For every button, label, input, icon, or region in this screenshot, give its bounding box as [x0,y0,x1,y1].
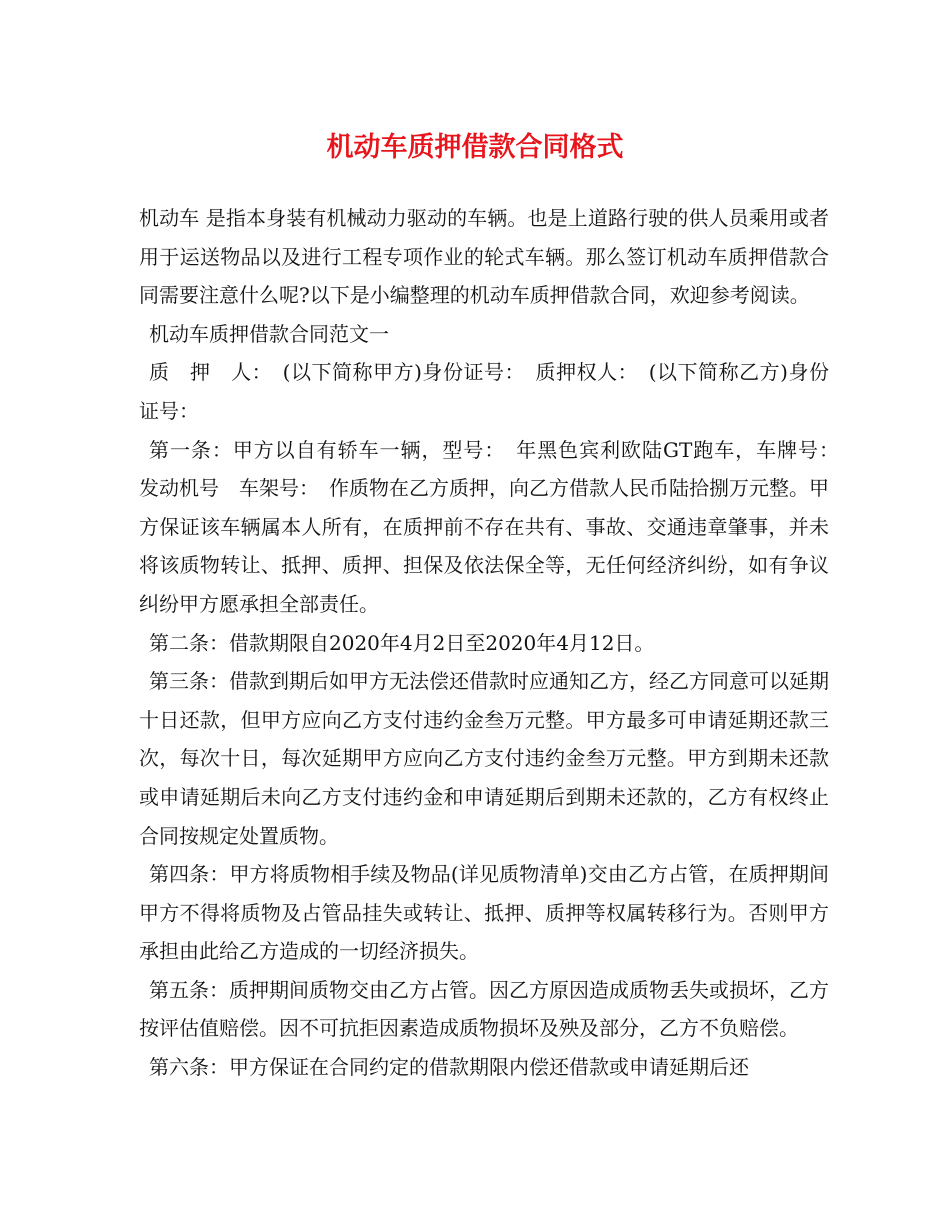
article-4-paragraph: 第四条：甲方将质物相手续及物品(详见质物清单)交由乙方占管，在质押期间甲方不得将质物及占管品挂失或转让、抵押、质押等权属转移行为。否则甲方承担由此给乙方造成的一切经济损失。 [139,862,829,964]
section-heading: 机动车质押借款合同范文一 [149,321,389,346]
document-body [139,199,849,1087]
article-3-paragraph: 第三条：借款到期后如甲方无法偿还借款时应通知乙方，经乙方同意可以延期十日还款，但甲方应向乙方支付违约金叁万元整。甲方最多可申请延期还款三次，每次十日，每次延期甲方应向乙方支付违约金叁万元整。甲方到期未还款或申请延期后未向乙方支付违约金和申请延期后到期未还款的，乙方有权终止合同按规定处置质物。 [139,669,829,848]
article-5-paragraph: 第五条：质押期间质物交由乙方占管。因乙方原因造成质物丢失或损坏，乙方按评估值赔偿。因不可抗拒因素造成质物损坏及殃及部分，乙方不负赔偿。 [139,977,829,1041]
article-2-paragraph: 第二条：借款期限自2020年4月2日至2020年4月12日。 [149,630,655,655]
intro-paragraph: 机动车 是指本身装有机械动力驱动的车辆。也是上道路行驶的供人员乘用或者用于运送物品以及进行工程专项作业的轮式车辆。那么签订机动车质押借款合同需要注意什么呢?以下是小编整理的机动车质押借款合同，欢迎参考阅读。 [139,206,829,308]
article-6-paragraph: 第六条：甲方保证在合同约定的借款期限内偿还借款或申请延期后还 [149,1055,749,1080]
parties-paragraph: 质 押 人： (以下简称甲方)身份证号： 质押权人： (以下简称乙方)身份证号： [139,360,829,423]
article-1-paragraph: 第一条：甲方以自有轿车一辆，型号： 年黑色宾利欧陆GT跑车，车牌号： 发动机号 车架号： 作质物在乙方质押，向乙方借款人民币陆拾捌万元整。甲方保证该车辆属本人所有，在质押前不存在共有、事故、交通违章肇事，并未将该质物转让、抵押、质押、担保及依法保全等，无任何经济纠纷，如有争议纠纷甲方愿承担全部责任。 [139,437,849,616]
document-title: 机动车质押借款合同格式 [326,132,624,163]
